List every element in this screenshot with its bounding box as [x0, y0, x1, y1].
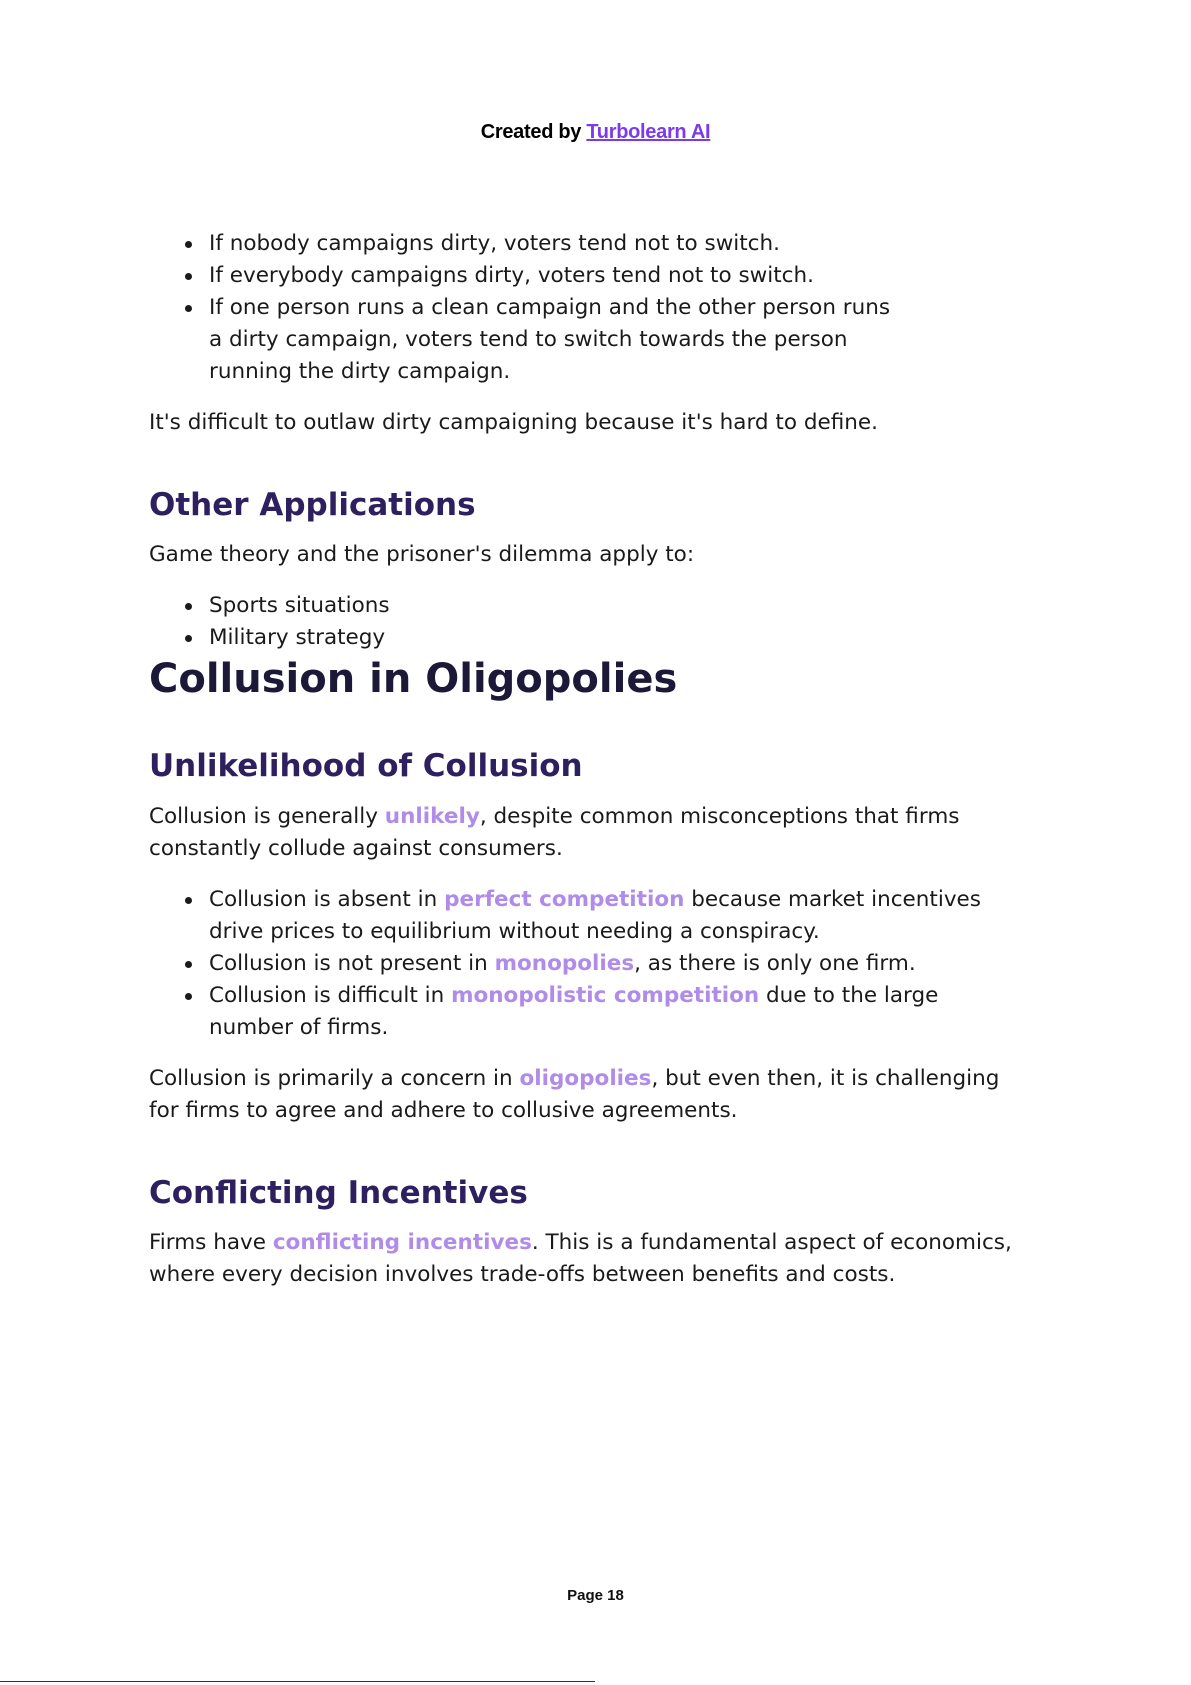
collusion-title: Collusion in Oligopolies — [149, 656, 678, 702]
oligopolies-paragraph: Collusion is primarily a concern in oligopolies, but even then, it is challenging for firms to agree and adhere to collusive agreements. — [149, 1066, 1000, 1123]
market-structure-list — [149, 884, 1049, 1044]
keyword-conflicting-incentives: conflicting incentives — [272, 1230, 532, 1255]
bottom-divider — [0, 1681, 595, 1682]
list-item: Collusion is absent in perfect competition because market incentives drive prices to equilibrium without needing a conspiracy. — [209, 884, 1009, 948]
list-item: Sports situations — [209, 590, 1049, 622]
page-header — [0, 121, 1191, 144]
other-applications-heading: Other Applications — [149, 487, 476, 523]
keyword-monopolies: monopolies — [494, 951, 635, 976]
page-content — [149, 228, 1049, 1291]
keyword-perfect-competition: perfect competition — [444, 887, 685, 912]
list-item: If everybody campaigns dirty, voters tend not to switch. — [209, 260, 1049, 292]
other-applications-intro: Game theory and the prisoner's dilemma apply to: — [149, 542, 695, 567]
list-item: Military strategy — [209, 622, 1049, 654]
other-applications-list — [149, 590, 1049, 654]
list-item: If one person runs a clean campaign and the other person runs a dirty campaign, voters tend to switch towards the person running the dirty campaign. — [209, 292, 909, 388]
list-item: Collusion is not present in monopolies, as there is only one firm. — [209, 948, 1049, 980]
turbolearn-link[interactable]: Turbolearn AI — [586, 121, 711, 143]
unlikelihood-paragraph: Collusion is generally unlikely, despite common misconceptions that firms constantly collude against consumers. — [149, 804, 960, 861]
dirty-campaign-list — [149, 228, 1049, 388]
conflicting-incentives-paragraph: Firms have conflicting incentives. This is a fundamental aspect of economics, where every decision involves trade-offs between benefits and costs. — [149, 1230, 1012, 1287]
keyword-oligopolies: oligopolies — [519, 1066, 652, 1091]
list-item: If nobody campaigns dirty, voters tend not to switch. — [209, 228, 1049, 260]
outlaw-paragraph: It's difficult to outlaw dirty campaigning because it's hard to define. — [149, 410, 878, 435]
unlikelihood-heading: Unlikelihood of Collusion — [149, 748, 583, 784]
keyword-unlikely: unlikely — [384, 804, 480, 829]
list-item: Collusion is difficult in monopolistic competition due to the large number of firms. — [209, 980, 1019, 1044]
header-prefix: Created by — [480, 121, 587, 143]
conflicting-incentives-heading: Conflicting Incentives — [149, 1175, 528, 1211]
keyword-monopolistic-competition: monopolistic competition — [451, 983, 760, 1008]
page-number: Page 18 — [567, 1587, 624, 1604]
